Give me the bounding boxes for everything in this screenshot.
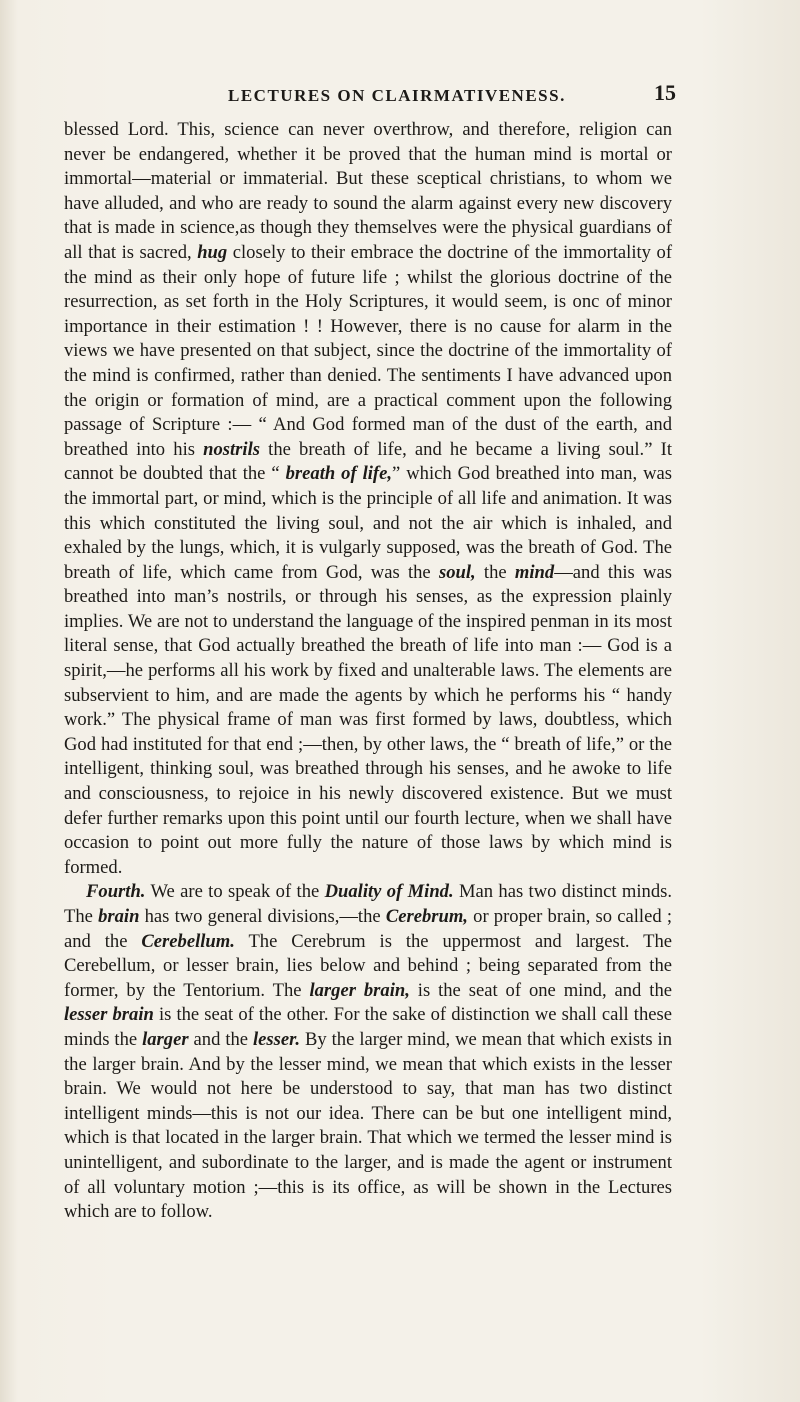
body-text-run: blessed Lord. This, science can never overthrow, and therefore, religion can never be endangered, whether it be proved that the human mind is mortal or immortal—material or immaterial. But these sceptical christians, to whom we have alluded, and who are ready to sound the alarm against every new discovery that is made in science,as though they themselves were the physical guardians of all that is sacred, <box>64 119 672 263</box>
body-text-run: ” which God breathed into man, was the immortal part, or mind, which is the principle of all life and animation. It was this which constituted the living soul, and not the air which is inhaled, and exhaled by the lungs, which, it is vulgarly supposed, was the breath of God. The breath of life, which came from God, was the <box>64 463 672 583</box>
emphasis-text: Duality of Mind. <box>324 881 454 903</box>
body-text-run: We are to speak of the <box>145 881 325 903</box>
emphasis-text: mind <box>514 561 555 583</box>
emphasis-text: brain <box>98 906 140 927</box>
body-text-run: Man has two distinct minds. The <box>64 881 672 927</box>
body-text-run: the breath of life, and he became a living soul.” It cannot be doubted that the “ <box>64 438 672 485</box>
emphasis-text: Fourth. <box>86 881 146 903</box>
body-text-run: closely to their embrace the doctrine of the immortality of the mind as their only hope of future life ; whilst the glorious doctrine of the resurrection, as set forth in the Holy Scriptures, it would seem, is onc of minor importance in their estimation ! ! However, there is no cause for alarm in the views we have presented on that subject, since the doctrine of the immortality of the mind is confirmed, rather than denied. The sentiments I have advanced upon the origin or formation of mind, are a practical comment upon the following passage of Scripture :— “ And God formed man of the dust of the earth, and breathed into his <box>64 241 673 460</box>
body-text-run: is the seat of the other. For the sake of distinction we shall call these minds the <box>64 1004 673 1050</box>
emphasis-text: breath of life, <box>285 463 393 485</box>
emphasis-text: lesser. <box>253 1028 301 1050</box>
page-number: 15 <box>654 80 676 105</box>
emphasis-text: Cerebrum, <box>385 906 468 927</box>
emphasis-text: hug <box>197 241 228 263</box>
body-text <box>64 118 672 1225</box>
body-text-run: By the larger mind, we mean that which exists in the larger brain. And by the lesser mind, we mean that which exists in the lesser brain. We would not here be understood to say, that man has two distinct intelligent minds—this is not our idea. There can be but one intelligent mind, which is that located in the larger brain. That which we termed the lesser mind is unintelligent, and subordinate to the larger, and is made the agent or instrument of all voluntary motion ;—this is its office, as will be shown in the Lectures which are to follow. <box>64 1028 672 1223</box>
emphasis-text: soul, <box>438 561 476 583</box>
emphasis-text: larger <box>142 1028 189 1050</box>
running-title: LECTURES ON CLAIRMATIVENESS. <box>228 86 566 105</box>
body-text-run: has two general divisions,—the <box>139 906 386 927</box>
paragraph-1 <box>64 118 672 880</box>
body-text-run: the <box>475 561 515 583</box>
body-text-run: —and this was breathed into man’s nostrils, or through his senses, as the expression plainly implies. We are not to understand the language of the inspired penman in its most literal sense, that God actually breathed the breath of life into man :— God is a spirit,—he performs all his work by fixed and unalterable laws. The elements are subservient to him, and are made the agents by which he performs his “ handy work.” The physical frame of man was first formed by laws, doubtless, which God had instituted for that end ;—then, by other laws, the “ breath of life,” or the intelligent, thinking soul, was breathed through his senses, and he awoke to life and consciousness, to rejoice in his newly discovered existence. But we must defer further remarks upon this point until our fourth lecture, when we shall have occasion to point out more fully the nature of those laws by which mind is formed. <box>64 561 672 878</box>
body-text-run: is the seat of one mind, and the <box>409 979 672 1001</box>
body-text-run: and the <box>188 1028 254 1050</box>
running-head <box>0 80 800 116</box>
emphasis-text: Cerebellum. <box>141 930 235 952</box>
body-text-run: or proper brain, so called ; and the <box>64 906 672 952</box>
emphasis-text: larger brain, <box>309 979 410 1001</box>
emphasis-text: lesser brain <box>64 1004 154 1026</box>
body-text-run: The Cerebrum is the uppermost and largest. The Cerebellum, or lesser brain, lies below and behind ; being separated from the former, by the Tentorium. The <box>64 930 673 1001</box>
emphasis-text: nostrils <box>203 438 260 460</box>
paragraph-2 <box>64 880 672 1224</box>
